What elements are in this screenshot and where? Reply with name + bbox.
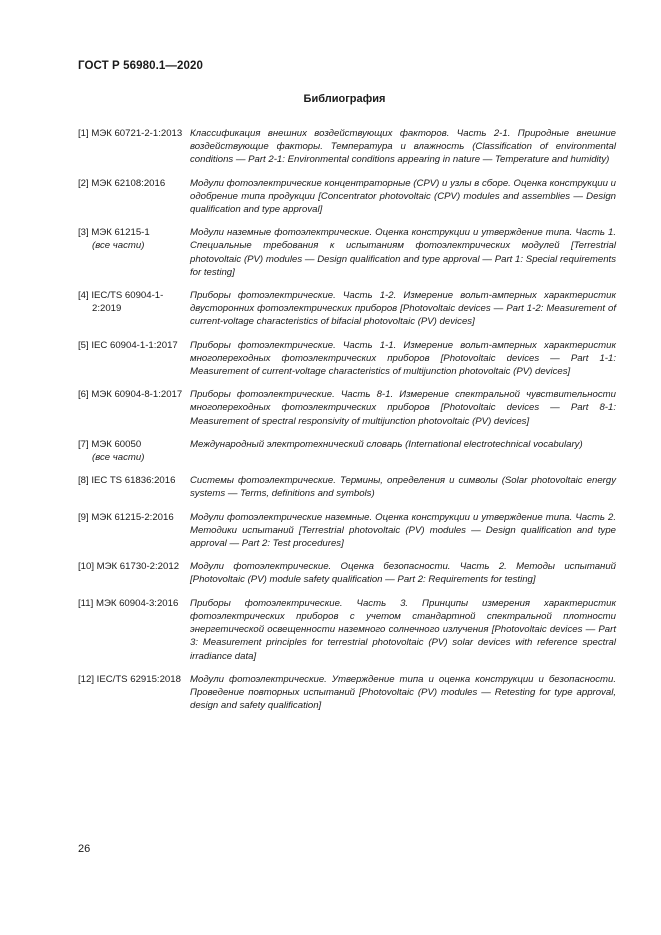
- reference-text: Приборы фотоэлектрические. Часть 1-2. Измерение вольт-амперных характеристик двусторонних фотоэлектрических приборов [Photovoltaic devices — Part 1-2: Measurement of current-voltage characteristics of bifacial photovoltaic (PV) devices]: [190, 290, 616, 328]
- list-item: [78, 127, 616, 167]
- list-item: [78, 474, 616, 500]
- reference-id-continuation: 2:2019: [92, 303, 122, 315]
- reference-id: [5] IEC 60904-1-1:2017: [78, 339, 178, 351]
- list-item: [78, 226, 616, 279]
- reference-id: [3] МЭК 61215-1 (все части): [78, 226, 190, 279]
- reference-text: Приборы фотоэлектрические. Часть 8-1. Измерение спектральной чувствительности многопереходных фотоэлектрических приборов [Photovoltaic devices — Part 8-1: Measurement of spectral responsivity of multijunction photovoltaic (PV) devices]: [190, 389, 616, 427]
- reference-text: Приборы фотоэлектрические. Часть 1-1. Измерение вольт-амперных характеристик многопереходных фотоэлектрических приборов [Photovoltaic devices — Part 1-1: Measurement of current-voltage characteristics of multijunction photovoltaic (PV) devices]: [190, 339, 616, 378]
- list-item: [78, 388, 616, 428]
- reference-id-note: (все части): [92, 240, 145, 252]
- list-item: [78, 511, 616, 551]
- section-title: Библиография: [303, 93, 386, 105]
- reference-id: [10] МЭК 61730-2:2012: [78, 561, 180, 573]
- document-code: ГОСТ Р 56980.1—2020: [78, 60, 203, 72]
- reference-text: Модули фотоэлектрические. Оценка безопасности. Часть 2. Методы испытаний [Photovoltaic (PV) module safety qualification — Part 2: Requirements for testing]: [190, 561, 616, 586]
- reference-id: [12] IEC/TS 62915:2018: [78, 673, 181, 685]
- reference-text: Модули фотоэлектрические концентраторные (CPV) и узлы в сборе. Оценка конструкции и одобрение типа продукции [Concentrator photovoltaic (CPV) modules and assemblies — Design qualification and type approval]: [190, 177, 616, 216]
- reference-text: Модули фотоэлектрические наземные. Оценка конструкции и утверждение типа. Часть 2. Методики испытаний [Terrestrial photovoltaic (PV) modules — Design qualification and type approval — Part 2: Test procedures]: [190, 511, 616, 550]
- list-item: [78, 597, 616, 663]
- reference-id: [9] МЭК 61215-2:2016: [78, 511, 174, 523]
- reference-id: [1] МЭК 60721-2-1:2013: [78, 128, 183, 139]
- reference-text: Международный электротехнический словарь (International electrotechnical vocabulary): [190, 438, 583, 450]
- list-item: [78, 177, 616, 217]
- reference-id: [7] МЭК 60050 (все части): [78, 438, 190, 464]
- reference-text: Классификация внешних воздействующих факторов. Часть 2-1. Природные внешние воздействующие факторы. Температура и влажность (Classification of environmental conditions — Part 2-1: Environmental conditions appearing in nature — Temperature and humidity): [190, 128, 616, 166]
- list-item: [78, 289, 616, 329]
- reference-text: Модули фотоэлектрические. Утверждение типа и оценка конструкции и безопасности. Проведение повторных испытаний [Photovoltaic (PV) modules — Retesting for type approval, design and safety qualification]: [190, 673, 616, 712]
- reference-text: Приборы фотоэлектрические. Часть 3. Принципы измерения характеристик фотоэлектрических приборов с учетом стандартной спектральной плотности энергетической освещенности наземного солнечного излучения [Photovoltaic devices — Part 3: Measurement principles for terrestrial photovoltaic (PV) solar devices with reference spectral irradiance data]: [190, 597, 616, 662]
- reference-id: [6] МЭК 60904-8-1:2017: [78, 389, 183, 401]
- reference-text: Модули наземные фотоэлектрические. Оценка конструкции и утверждение типа. Часть 1. Специальные требования к испытаниям фотоэлектрических модулей [Terrestrial photovoltaic (PV) modules — Design qualification and type approval — Part 1: Special requirements for testing]: [190, 227, 616, 278]
- reference-id: [8] IEC TS 61836:2016: [78, 475, 176, 487]
- list-item: [78, 560, 616, 586]
- page-number: 26: [78, 843, 91, 855]
- reference-id: [2] МЭК 62108:2016: [78, 177, 166, 189]
- reference-id: [4] IEC/TS 60904-1- 2:2019: [78, 289, 190, 329]
- list-item: [78, 673, 616, 713]
- reference-text: Системы фотоэлектрические. Термины, определения и символы (Solar photovoltaic energy systems — Terms, definitions and symbols): [190, 475, 616, 500]
- reference-id-note: (все части): [92, 452, 145, 464]
- reference-id: [11] МЭК 60904-3:2016: [78, 597, 179, 609]
- list-item: [78, 339, 616, 379]
- list-item: [78, 438, 616, 464]
- bibliography-list: [78, 127, 616, 722]
